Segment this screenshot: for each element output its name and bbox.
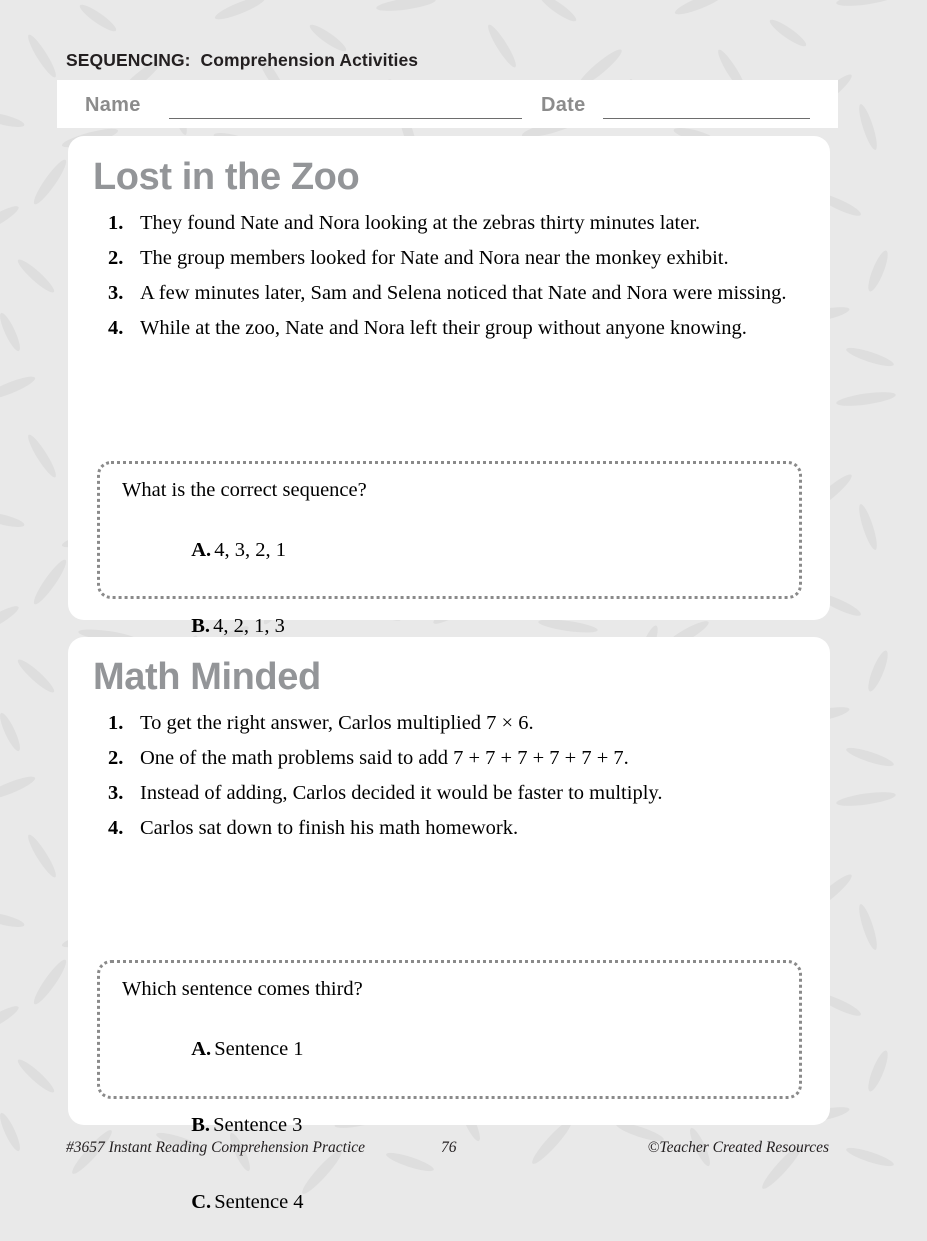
list-item — [108, 780, 808, 807]
footer-publication: #3657 Instant Reading Comprehension Practice — [66, 1139, 366, 1156]
choice-letter: A. — [191, 1037, 212, 1060]
footer-copyright: ©Teacher Created Resources — [647, 1139, 829, 1156]
activity-title: Math Minded — [93, 656, 321, 698]
list-item — [108, 745, 808, 772]
list-item — [108, 315, 808, 342]
list-item — [108, 815, 808, 842]
list-item-number: 2. — [108, 747, 124, 769]
list-item — [108, 280, 808, 307]
list-item — [108, 210, 808, 237]
page-number: 76 — [441, 1139, 457, 1156]
list-item-number: 3. — [108, 782, 124, 804]
page-header-title: SEQUENCING: Comprehension Activities — [66, 50, 419, 70]
answer-choice[interactable] — [140, 512, 286, 589]
list-item-text: One of the math problems said to add 7 + 7 + 7 + 7 + 7 + 7. — [140, 747, 629, 769]
date-input-line[interactable] — [603, 118, 810, 119]
list-item — [108, 710, 808, 737]
question-box — [97, 461, 802, 637]
list-item-number: 1. — [108, 212, 124, 234]
choice-letter: C. — [191, 1190, 212, 1213]
list-item-number: 2. — [108, 247, 124, 269]
list-item-text: Instead of adding, Carlos decided it would be faster to multiply. — [140, 782, 663, 804]
question-prompt: Which sentence comes third? — [122, 978, 363, 1000]
list-item-text: Carlos sat down to finish his math homework. — [140, 817, 519, 839]
sentence-list — [108, 210, 808, 350]
choice-text: Sentence 1 — [214, 1037, 304, 1060]
name-label: Name — [85, 94, 141, 116]
choice-text: 4, 3, 2, 1 — [214, 538, 286, 561]
answer-choice[interactable] — [140, 1164, 304, 1241]
name-input-line[interactable] — [169, 118, 522, 119]
activity-card-zoo — [68, 136, 830, 637]
name-date-band — [57, 80, 838, 128]
list-item — [108, 245, 808, 272]
choice-letter: A. — [191, 538, 212, 561]
choice-letter: B. — [191, 1114, 211, 1136]
choice-text: Sentence 4 — [214, 1190, 304, 1213]
question-prompt: What is the correct sequence? — [122, 479, 367, 501]
list-item-number: 4. — [108, 317, 124, 339]
list-item-text: While at the zoo, Nate and Nora left their group without anyone knowing. — [140, 317, 747, 339]
sentence-list — [108, 710, 808, 850]
list-item-text: To get the right answer, Carlos multiplied 7 × 6. — [140, 712, 534, 734]
list-item-number: 4. — [108, 817, 124, 839]
choice-text: Sentence 3 — [213, 1114, 303, 1136]
answer-choice[interactable] — [140, 1011, 304, 1088]
date-label: Date — [541, 94, 586, 116]
list-item-text: The group members looked for Nate and Nora near the monkey exhibit. — [140, 247, 729, 269]
page-footer — [0, 1139, 927, 1161]
list-item-number: 1. — [108, 712, 124, 734]
choice-text: 4, 2, 1, 3 — [213, 615, 285, 637]
list-item-number: 3. — [108, 282, 124, 304]
answer-choices — [140, 1011, 304, 1241]
choice-letter: B. — [191, 615, 211, 637]
list-item-text: They found Nate and Nora looking at the zebras thirty minutes later. — [140, 212, 701, 234]
activity-title: Lost in the Zoo — [93, 156, 360, 198]
list-item-text: A few minutes later, Sam and Selena noticed that Nate and Nora were missing. — [140, 282, 787, 304]
